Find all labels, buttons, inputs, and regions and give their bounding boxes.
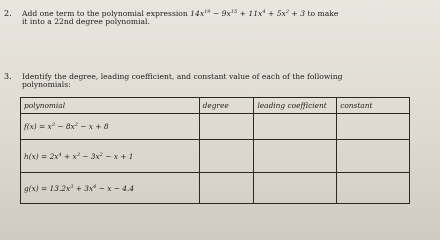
leading-coefficient-cell[interactable]: [254, 140, 337, 173]
header-polynomial: polynomial: [21, 98, 200, 114]
question-2-tail: to make: [307, 9, 339, 18]
question-2-number: 2.: [4, 9, 12, 18]
question-3-line-2: polynomials:: [22, 80, 71, 89]
degree-cell[interactable]: [199, 173, 254, 204]
question-3-line-1: Identify the degree, leading coefficient, and constant value of each of the following: [22, 72, 343, 81]
degree-cell[interactable]: [199, 114, 254, 140]
constant-cell[interactable]: [337, 140, 410, 173]
question-2-lead: Add one term to the polynomial expression: [22, 9, 188, 18]
header-constant: constant: [337, 98, 410, 114]
leading-coefficient-cell[interactable]: [254, 173, 337, 204]
table-row: [21, 173, 410, 204]
table-header-row: [21, 98, 410, 114]
header-leading-coefficient: leading coefficient: [254, 98, 337, 114]
polynomial-h: $h(x) = 2x^4 + x^3 - 3x^2 - x + 1$: [21, 140, 200, 173]
table-row: [21, 140, 410, 173]
polynomial-table: [20, 97, 410, 204]
leading-coefficient-cell[interactable]: [254, 114, 337, 140]
constant-cell[interactable]: [337, 114, 410, 140]
table-row: [21, 114, 410, 140]
header-degree: degree: [199, 98, 254, 114]
constant-cell[interactable]: [337, 173, 410, 204]
polynomial-g: $g(x) = 13.2x^3 + 3x^4 - x - 4.4$: [21, 173, 200, 204]
polynomial-f: $f(x) = x^3 - 8x^2 - x + 8$: [21, 114, 200, 140]
question-2-line-2: it into a 22nd degree polynomial.: [22, 17, 150, 26]
question-2-expression: $14x^{19} - 9x^{15} + 11x^4 + 5x^2 + 3$: [190, 9, 306, 18]
question-3-number: 3.: [4, 72, 12, 81]
degree-cell[interactable]: [199, 140, 254, 173]
